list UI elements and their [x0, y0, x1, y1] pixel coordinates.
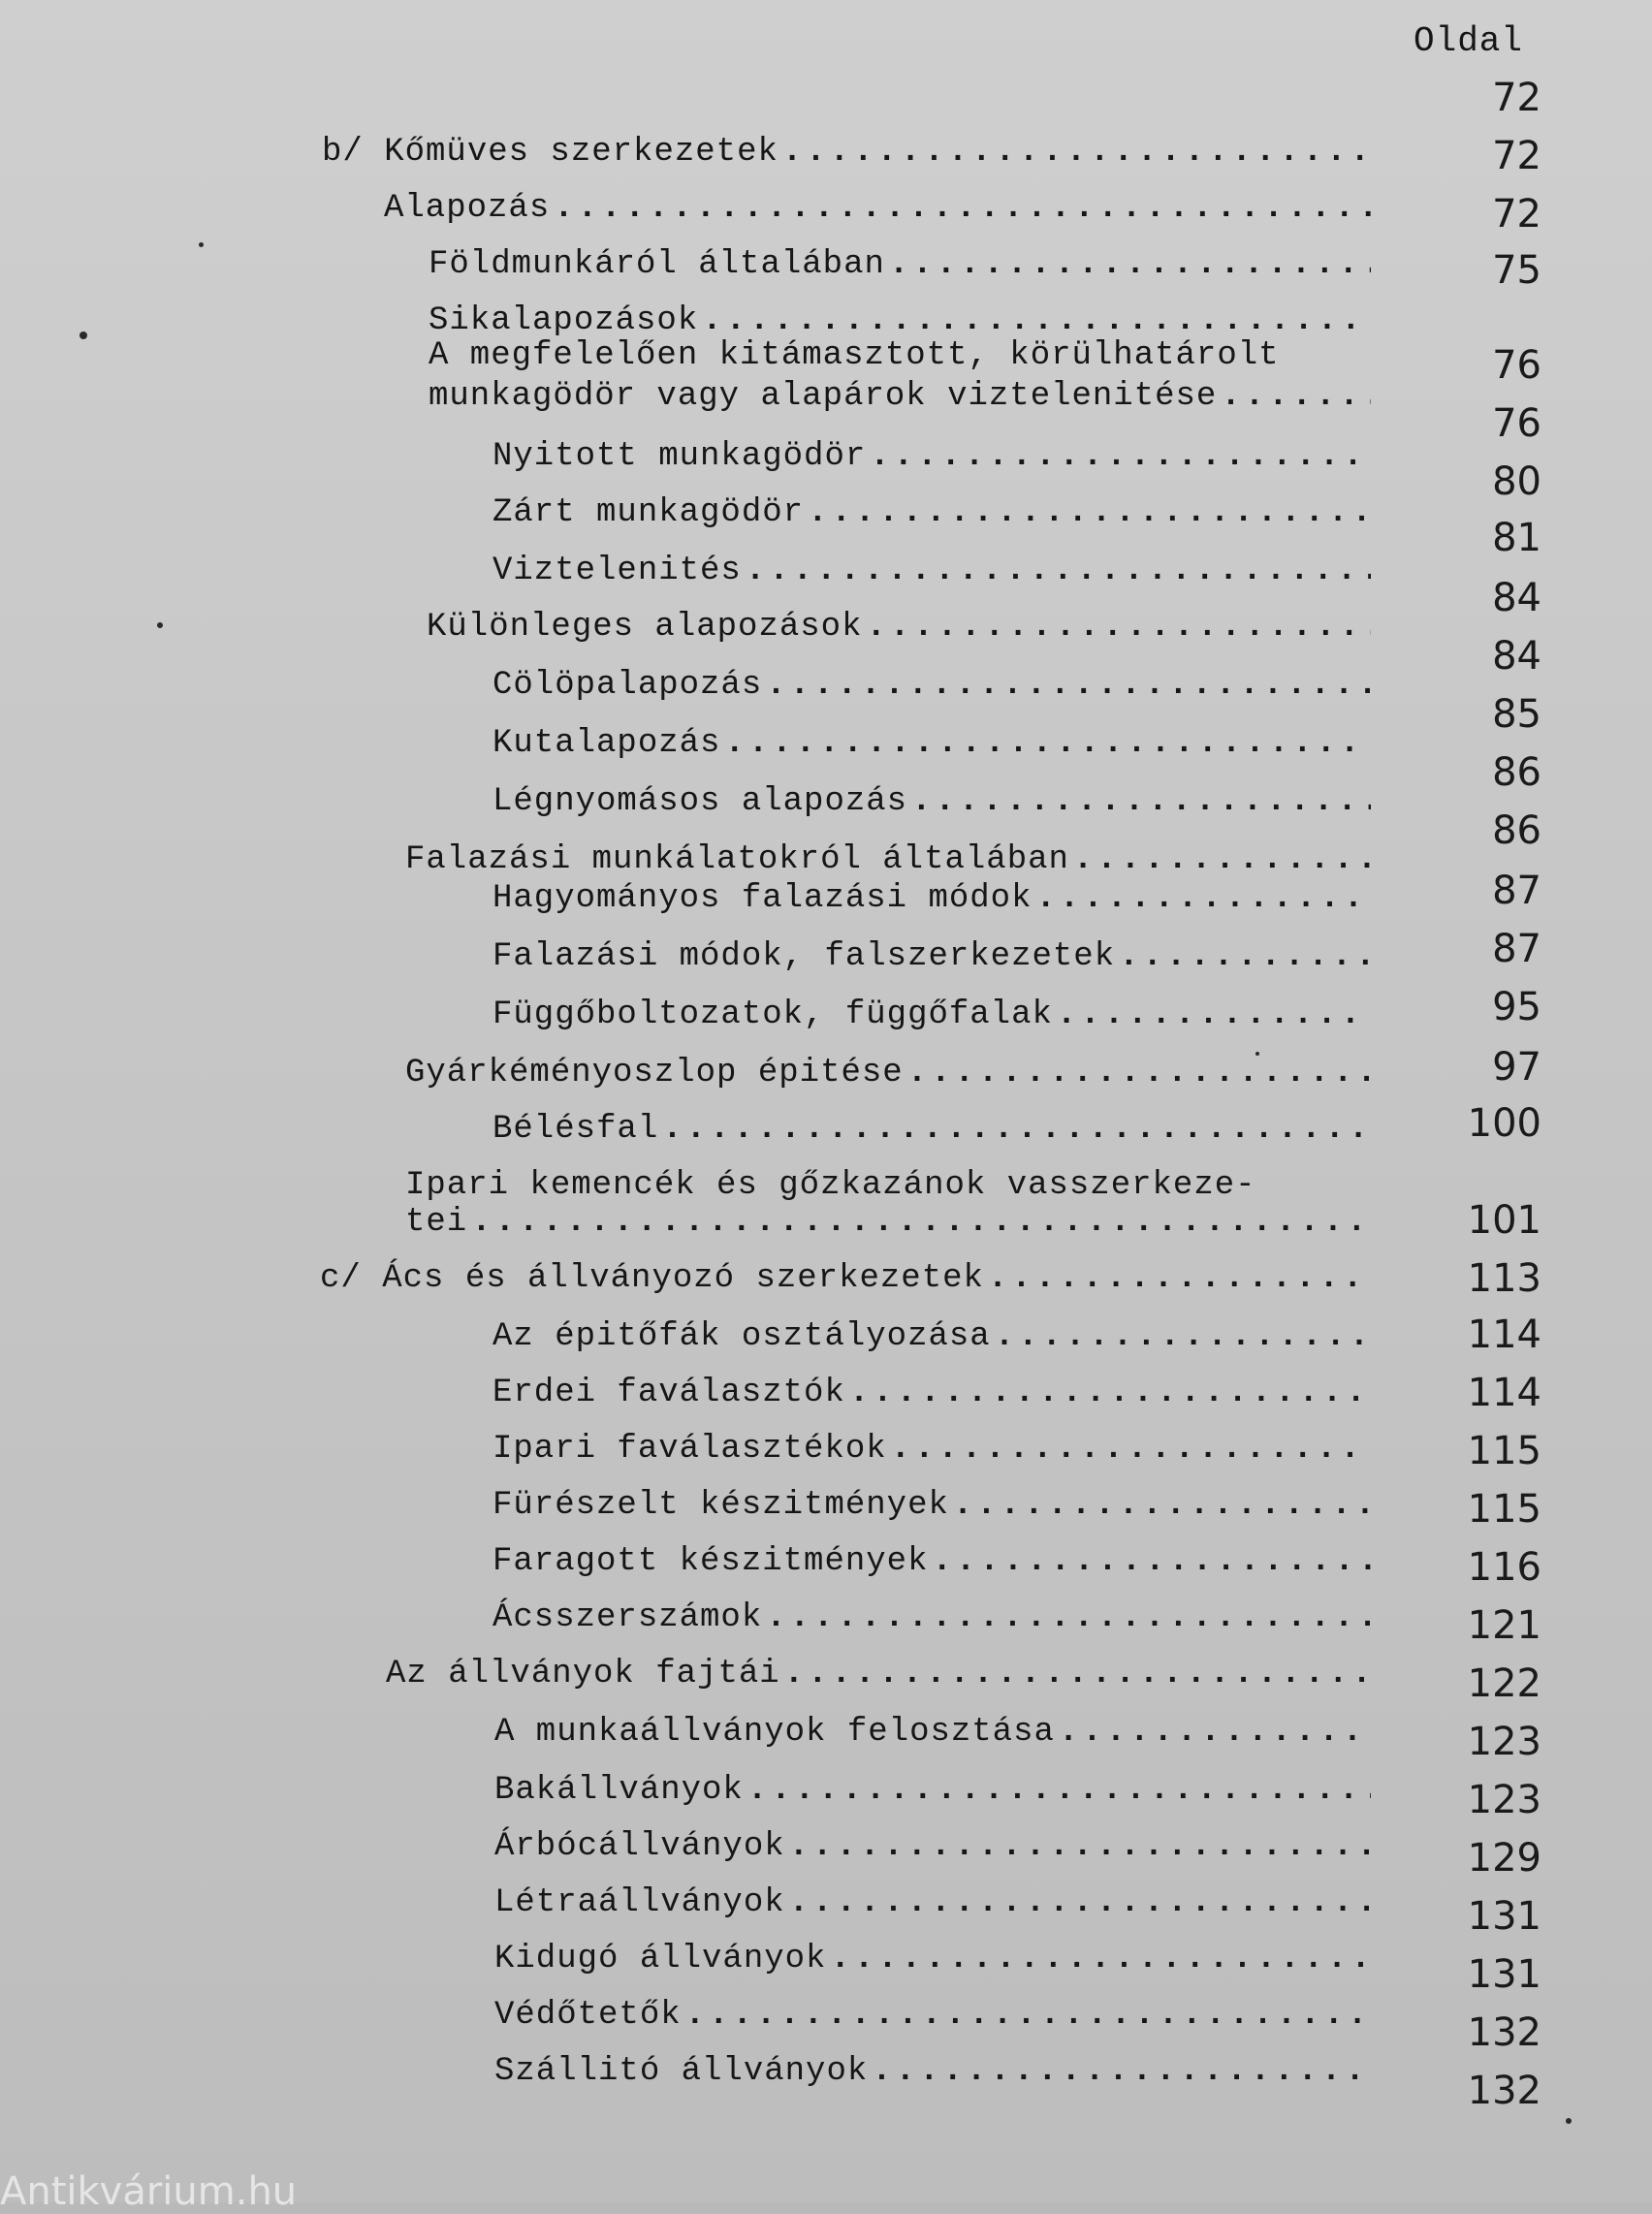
toc-entry-title: Alapozás [384, 190, 551, 227]
page-number: 81 [1492, 516, 1541, 560]
page-number: 122 [1467, 1661, 1541, 1706]
toc-entry [320, 1262, 1371, 1295]
toc-entry [494, 2055, 1371, 2088]
dot-leader [932, 1545, 1371, 1578]
dot-leader [953, 1489, 1371, 1522]
toc-entry [492, 998, 1371, 1031]
toc-entry-title: A munkaállványok felosztása [494, 1714, 1055, 1751]
page-number: 84 [1492, 576, 1541, 620]
page-number: 76 [1492, 343, 1541, 388]
toc-entry-title: Létraállványok [494, 1884, 785, 1921]
dot-leader [554, 192, 1371, 225]
page-number: 129 [1467, 1836, 1541, 1881]
toc-entry [492, 1489, 1371, 1522]
dot-leader [849, 1376, 1371, 1409]
page-number: 116 [1467, 1545, 1541, 1590]
dot-leader [911, 785, 1371, 818]
dot-leader [891, 1433, 1371, 1466]
toc-entry [492, 440, 1371, 473]
page-number: 115 [1467, 1487, 1541, 1532]
toc-entry-title: Falazási módok, falszerkezetek [492, 938, 1116, 975]
toc-entry [492, 1376, 1371, 1409]
page-number: 132 [1467, 2010, 1541, 2055]
toc-entry-title: Cölöpalapozás [492, 667, 763, 704]
toc-entry-title: Kidugó állványok [494, 1941, 827, 1977]
page-number: 72 [1492, 134, 1541, 178]
dot-leader [1059, 1716, 1371, 1749]
dot-leader [1221, 380, 1371, 413]
toc-entry-title: Bélésfal [492, 1111, 659, 1148]
page-column-header: Oldal [1414, 21, 1524, 61]
page-number: 87 [1492, 869, 1541, 913]
page-number: 76 [1492, 401, 1541, 446]
toc-entry [429, 304, 1371, 337]
toc-entry-title: Gyárkéményoszlop épitése [405, 1055, 904, 1091]
page-number: 101 [1467, 1198, 1541, 1243]
dot-leader [870, 440, 1371, 473]
toc-entry [405, 843, 1371, 876]
dot-leader [907, 1057, 1371, 1090]
page-number: 100 [1467, 1101, 1541, 1146]
dot-leader [685, 1999, 1371, 2032]
dust-speck [1255, 1052, 1259, 1056]
toc-entry-title: Védőtetők [494, 1997, 682, 2034]
page-number: 114 [1467, 1313, 1541, 1357]
toc-entry [492, 1545, 1371, 1578]
page-number: 132 [1467, 2069, 1541, 2113]
dot-leader [784, 1658, 1371, 1691]
toc-entry-title: Kutalapozás [492, 725, 721, 762]
toc-entry-title: Hagyományos falazási módok [492, 880, 1032, 917]
dot-leader [995, 1320, 1371, 1353]
toc-entry-title: Árbócállványok [494, 1828, 785, 1865]
toc-entry [427, 611, 1371, 644]
dot-leader [747, 1774, 1371, 1807]
toc-entry [386, 1658, 1371, 1691]
toc-entry [494, 1774, 1371, 1807]
page-number: 87 [1492, 927, 1541, 971]
toc-entry-title: Viztelenités [492, 553, 742, 589]
dot-leader [471, 1206, 1371, 1239]
toc-entry-title-cont: munkagödör vagy alapárok viztelenitése [429, 378, 1218, 415]
toc-entry-title: Ipari faválasztékok [492, 1431, 887, 1468]
page-number: 80 [1492, 459, 1541, 504]
page-number: 123 [1467, 1720, 1541, 1764]
dot-leader [724, 727, 1371, 760]
page-number: 85 [1492, 692, 1541, 737]
dust-speck [79, 332, 87, 339]
page-number: 123 [1467, 1778, 1541, 1822]
toc-entry [429, 248, 1371, 281]
toc-entry [429, 380, 1371, 413]
dot-leader [662, 1113, 1371, 1146]
page-number: 115 [1467, 1429, 1541, 1473]
dot-leader [789, 1886, 1371, 1919]
page-number: 97 [1492, 1045, 1541, 1090]
toc-entry-title: b/ Kőmüves szerkezetek [322, 134, 778, 171]
page-number: 121 [1467, 1603, 1541, 1648]
toc-entry [405, 1206, 1371, 1239]
page-number: 86 [1492, 808, 1541, 853]
toc-entry-title: A megfelelően kitámasztott, körülhatárolt [429, 337, 1280, 374]
page-number: 131 [1467, 1952, 1541, 1997]
toc-entry [494, 1999, 1371, 2032]
toc-entry-title: Szállitó állványok [494, 2053, 869, 2090]
toc-entry [494, 1830, 1371, 1863]
toc-entry [492, 669, 1371, 702]
dot-leader [1073, 843, 1371, 876]
page-number: 86 [1492, 750, 1541, 795]
toc-entry-title: Különleges alapozások [427, 609, 863, 646]
page-number: 113 [1467, 1256, 1541, 1301]
toc-entry [494, 1716, 1371, 1749]
toc-entry [494, 1943, 1371, 1976]
toc-entry [405, 1057, 1371, 1090]
toc-entry-title: Bakállványok [494, 1772, 744, 1809]
toc-entry [492, 1113, 1371, 1146]
toc-entry-title: Sikalapozások [429, 302, 699, 339]
toc-entry-title: Zárt munkagödör [492, 494, 805, 531]
toc-entry [492, 554, 1371, 587]
page-number: 95 [1492, 985, 1541, 1029]
toc-entry-title: Faragott készitmények [492, 1543, 929, 1580]
toc-entry-title: Az épitőfák osztályozása [492, 1318, 991, 1355]
toc-entry [492, 785, 1371, 818]
page-number: 75 [1492, 248, 1541, 293]
toc-entry [492, 727, 1371, 760]
toc-entry [492, 882, 1371, 915]
dot-leader [782, 136, 1371, 169]
toc-entry [492, 1601, 1371, 1634]
toc-entry [494, 1886, 1371, 1919]
dot-leader [988, 1262, 1371, 1295]
toc-entry-title: c/ Ács és állványozó szerkezetek [320, 1260, 984, 1297]
page-number: 84 [1492, 634, 1541, 679]
toc-entry-title: Nyitott munkagödör [492, 438, 867, 475]
dot-leader [766, 669, 1371, 702]
dust-speck [199, 242, 204, 247]
dust-speck [1566, 2118, 1572, 2124]
page-number: 131 [1467, 1894, 1541, 1939]
watermark: Antikvárium.hu [0, 2169, 298, 2214]
toc-entry-title: Fürészelt készitmények [492, 1487, 949, 1524]
dot-leader [789, 1830, 1371, 1863]
toc-entry [492, 940, 1371, 973]
dot-leader [1119, 940, 1371, 973]
dot-leader [702, 304, 1371, 337]
toc-entry-title: Függőboltozatok, függőfalak [492, 996, 1053, 1033]
toc-entry-title: Ácsszerszámok [492, 1599, 763, 1636]
toc-entry [384, 192, 1371, 225]
toc-entry [322, 136, 1371, 169]
dot-leader [766, 1601, 1371, 1634]
dot-leader [889, 248, 1371, 281]
dot-leader [830, 1943, 1371, 1976]
toc-entry [492, 1433, 1371, 1466]
toc-entry-title: Erdei faválasztók [492, 1375, 845, 1411]
dot-leader [746, 554, 1371, 587]
toc-entry-title: Légnyomásos alapozás [492, 783, 908, 820]
toc-entry-title-cont: tei [405, 1204, 468, 1241]
toc-entry [492, 1320, 1371, 1353]
dot-leader [1057, 998, 1371, 1031]
toc-entry [492, 496, 1371, 529]
toc-entry-title: Földmunkáról általában [429, 246, 885, 283]
dot-leader [866, 611, 1371, 644]
dot-leader [872, 2055, 1371, 2088]
toc-entry-title: Ipari kemencék és gőzkazánok vasszerkeze- [405, 1167, 1256, 1204]
dust-speck [157, 622, 163, 628]
dot-leader [808, 496, 1371, 529]
page-number: 72 [1492, 76, 1541, 120]
toc-entry-title: Az állványok fajtái [386, 1656, 780, 1692]
toc-entry-title: Falazási munkálatokról általában [405, 841, 1069, 878]
dot-leader [1036, 882, 1372, 915]
page-number: 114 [1467, 1371, 1541, 1415]
page-number: 72 [1492, 192, 1541, 237]
